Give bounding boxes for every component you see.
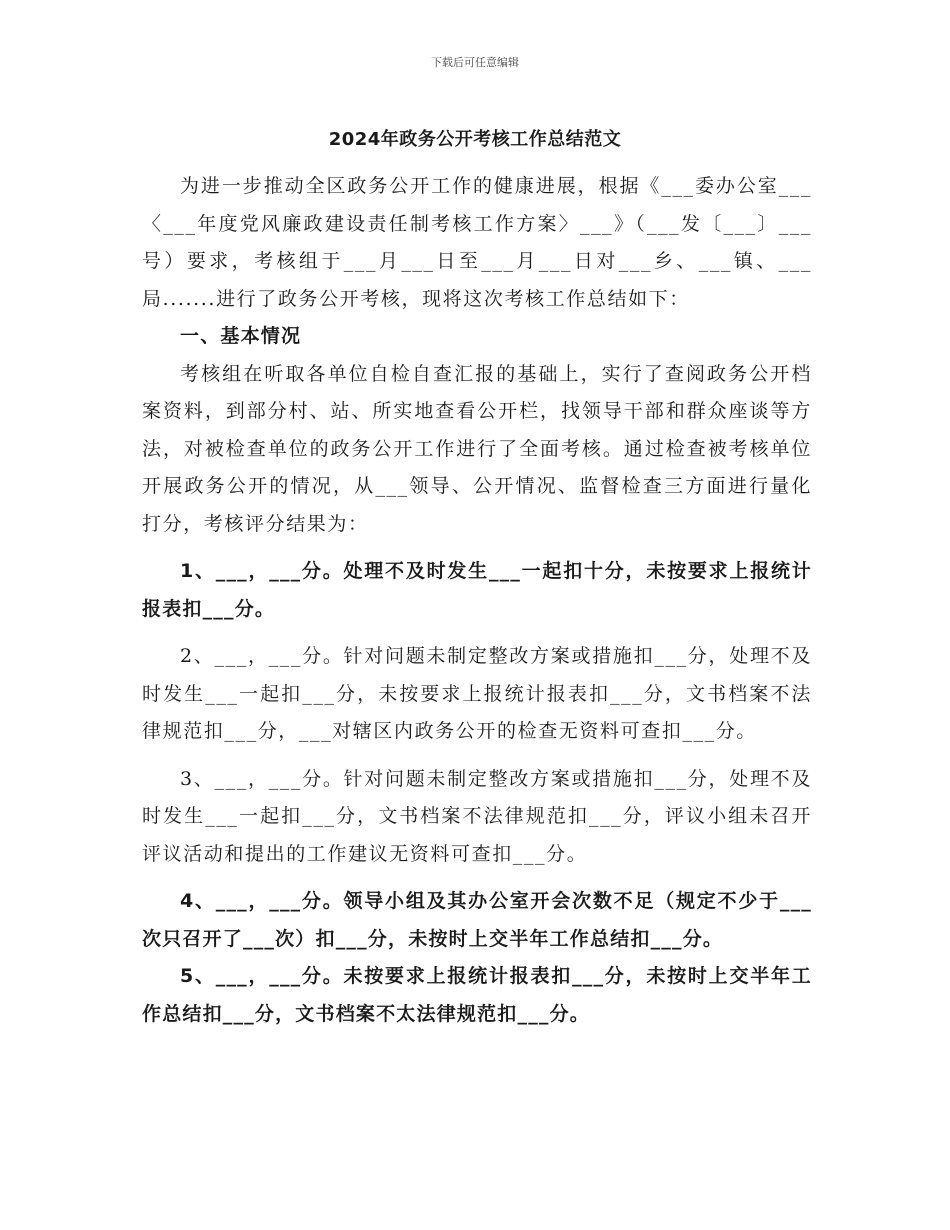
section-heading-basic: 一、基本情况 [180,325,302,347]
result-item-2: 2、___，___分。针对问题未制定整改方案或措施扣___分，处理不及时发生___一起扣___分，未按要求上报统计报表扣___分，文书档案不法律规范扣___分，___对辖区内政务公开的检查无资料可查扣___分。 [142,645,812,742]
document-title: 2024年政务公开考核工作总结范文 [328,129,622,150]
intro-paragraph: 为进一步推动全区政务公开工作的健康进展，根据《___委办公室___〈___年度党风廉政建设责任制考核工作方案〉___》（___发〔___〕___号）要求，考核组于___月___日至___月___日对___乡、___镇、___局.......进行了政务公开考核，现将这次考核工作总结如下： [142,175,812,310]
result-item-1: 1、___，___分。处理不及时发生___一起扣十分，未按要求上报统计报表扣___分。 [142,560,812,620]
result-item-4: 4、___，___分。领导小组及其办公室开会次数不足（规定不少于___次只召开了___次）扣___分，未按时上交半年工作总结扣___分。 [142,890,812,950]
document-body [142,168,812,1033]
header-note: 下载后可任意编辑 [431,56,519,69]
assessment-paragraph: 考核组在听取各单位自检自查汇报的基础上，实行了查阅政务公开档案资料，到部分村、站、所实地查看公开栏，找领导干部和群众座谈等方法，对被检查单位的政务公开工作进行了全面考核。通过检查被考核单位开展政务公开的情况，从___领导、公开情况、监督检查三方面进行量化打分，考核评分结果为： [142,362,812,535]
result-item-5: 5、___，___分。未按要求上报统计报表扣___分，未按时上交半年工作总结扣___分，文书档案不太法律规范扣___分。 [142,965,812,1025]
result-item-3: 3、___，___分。针对问题未制定整改方案或措施扣___分，处理不及时发生___一起扣___分，文书档案不法律规范扣___分，评议小组未召开评议活动和提出的工作建议无资料可查扣___分。 [142,767,812,865]
